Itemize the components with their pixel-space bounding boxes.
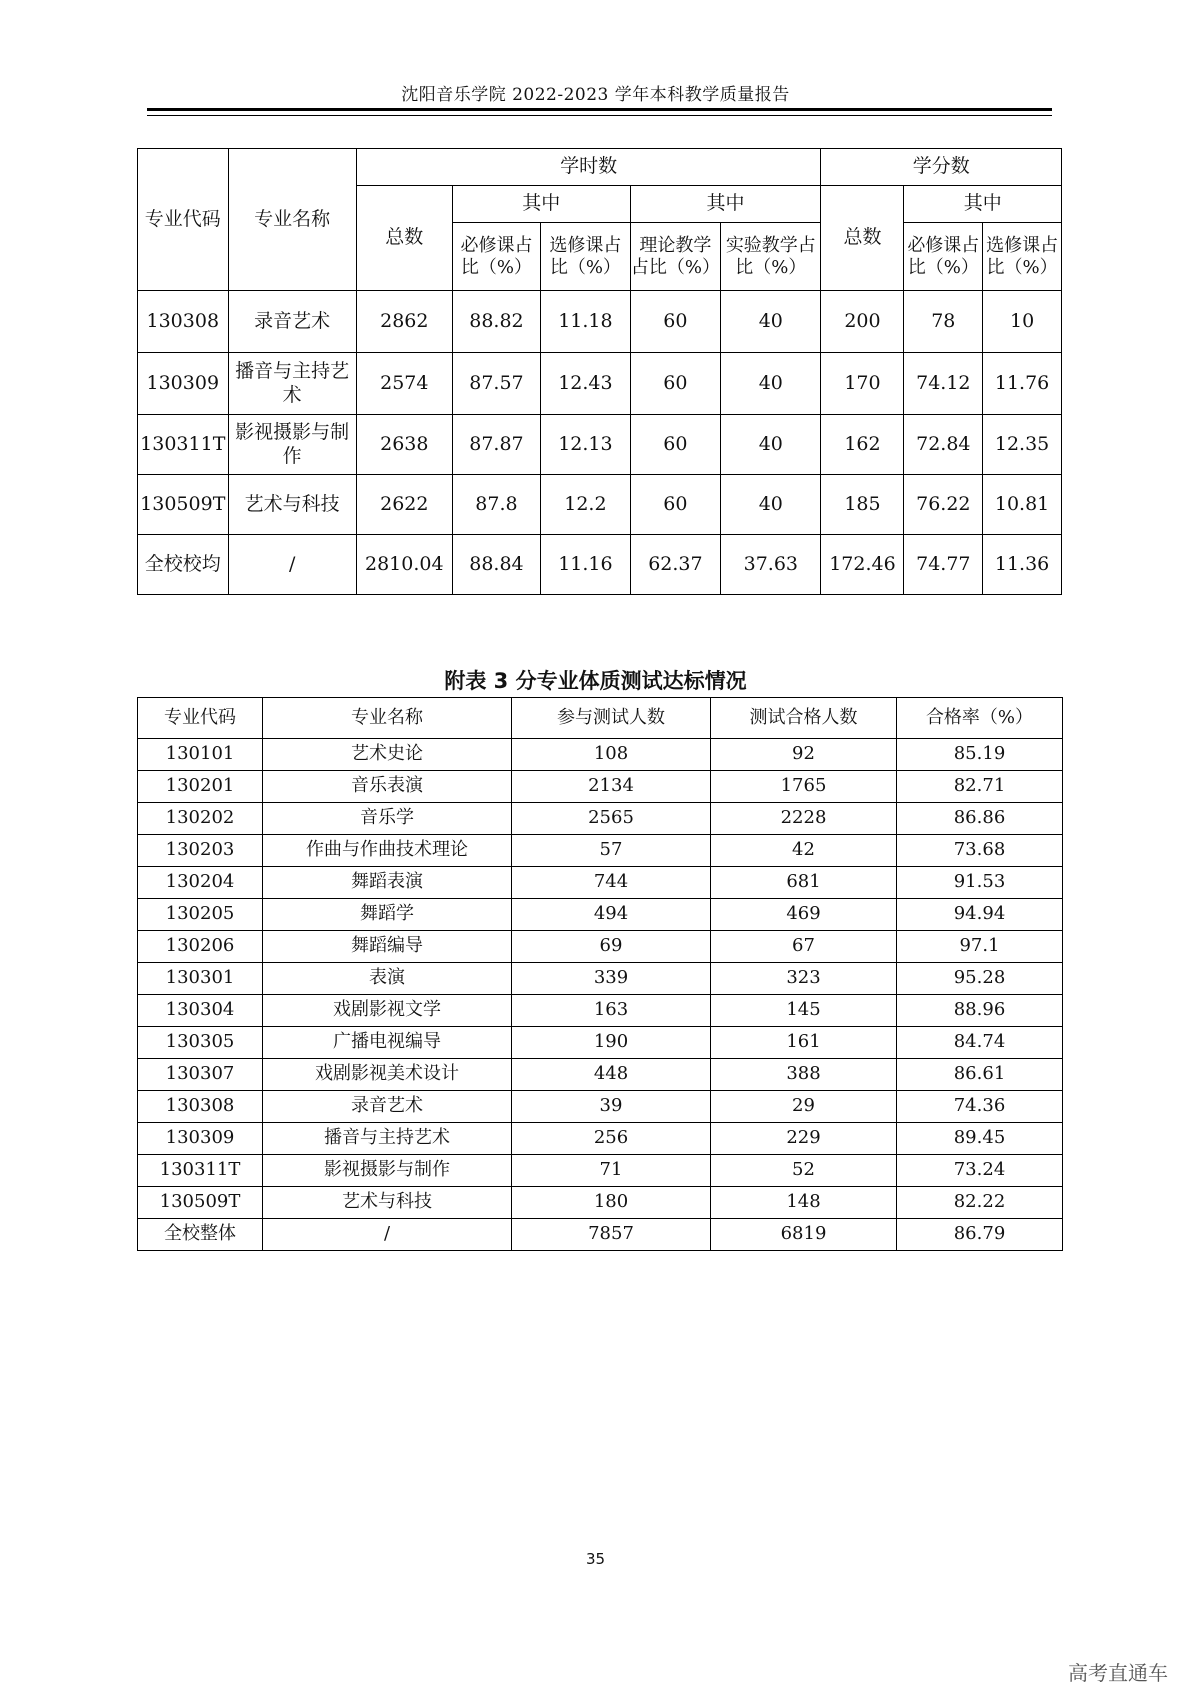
table-cell: 130311T — [138, 415, 229, 475]
table-cell: 影视摄影与制作 — [228, 415, 356, 475]
table-cell: 76.22 — [904, 475, 983, 535]
table-cell: 艺术史论 — [263, 739, 512, 771]
table-cell: 69 — [512, 931, 711, 963]
table-row — [138, 475, 1062, 535]
table-cell: 全校校均 — [138, 535, 229, 595]
table-cell: 71 — [512, 1155, 711, 1187]
table-cell: 88.96 — [897, 995, 1063, 1027]
table-cell: 86.79 — [897, 1219, 1063, 1251]
table-cell: 舞蹈编导 — [263, 931, 512, 963]
header-major-name: 专业名称 — [263, 698, 512, 739]
table-cell: 130205 — [138, 899, 263, 931]
table-cell: 播音与主持艺术 — [228, 353, 356, 415]
table-cell: 60 — [630, 415, 721, 475]
table-cell: 2134 — [512, 771, 711, 803]
table-cell: 12.43 — [541, 353, 630, 415]
table-row — [138, 291, 1062, 353]
watermark: 高考直通车 — [1068, 1661, 1168, 1685]
table-cell: 戏剧影视美术设计 — [263, 1059, 512, 1091]
table-cell: 39 — [512, 1091, 711, 1123]
table-row — [138, 1091, 1063, 1123]
fitness-test-table — [137, 697, 1063, 1251]
table-cell: 7857 — [512, 1219, 711, 1251]
table-cell: 2228 — [711, 803, 897, 835]
hours-credits-table — [137, 148, 1062, 595]
table-cell: 200 — [821, 291, 904, 353]
table-cell: 影视摄影与制作 — [263, 1155, 512, 1187]
header-elective-pct: 选修课占比（%） — [541, 223, 630, 291]
table-cell: 95.28 — [897, 963, 1063, 995]
table-cell: 84.74 — [897, 1027, 1063, 1059]
table-cell: 2862 — [356, 291, 452, 353]
table-cell: 88.84 — [452, 535, 540, 595]
table-cell: 音乐学 — [263, 803, 512, 835]
table-cell: 2574 — [356, 353, 452, 415]
table-cell: 180 — [512, 1187, 711, 1219]
table-cell: / — [263, 1219, 512, 1251]
table-cell: 86.86 — [897, 803, 1063, 835]
table-cell: 52 — [711, 1155, 897, 1187]
table-cell: 74.77 — [904, 535, 983, 595]
table-cell: / — [228, 535, 356, 595]
table-row — [138, 963, 1063, 995]
table-cell: 74.12 — [904, 353, 983, 415]
table-row — [138, 803, 1063, 835]
header-hours-total: 总数 — [356, 186, 452, 291]
table-cell: 190 — [512, 1027, 711, 1059]
table-cell: 11.16 — [541, 535, 630, 595]
table-cell: 448 — [512, 1059, 711, 1091]
table-cell: 130309 — [138, 353, 229, 415]
table-cell: 10.81 — [983, 475, 1062, 535]
table-row — [138, 1219, 1063, 1251]
header-of-which-required: 其中 — [452, 186, 630, 223]
table-cell: 92 — [711, 739, 897, 771]
table-cell: 74.36 — [897, 1091, 1063, 1123]
table-cell: 130305 — [138, 1027, 263, 1059]
table-row — [138, 931, 1063, 963]
header-code: 专业代码 — [138, 149, 229, 291]
table-cell: 82.71 — [897, 771, 1063, 803]
table-cell: 130509T — [138, 475, 229, 535]
table-cell: 广播电视编导 — [263, 1027, 512, 1059]
table-cell: 10 — [983, 291, 1062, 353]
table-cell: 11.76 — [983, 353, 1062, 415]
table-cell: 339 — [512, 963, 711, 995]
table-cell: 94.94 — [897, 899, 1063, 931]
header-participants: 参与测试人数 — [512, 698, 711, 739]
table-cell: 67 — [711, 931, 897, 963]
table-cell: 40 — [721, 475, 821, 535]
table-cell: 494 — [512, 899, 711, 931]
table-row — [138, 995, 1063, 1027]
table-cell: 130204 — [138, 867, 263, 899]
table-cell: 音乐表演 — [263, 771, 512, 803]
table-cell: 录音艺术 — [228, 291, 356, 353]
table-cell: 1765 — [711, 771, 897, 803]
table-cell: 2565 — [512, 803, 711, 835]
table-cell: 12.35 — [983, 415, 1062, 475]
table-cell: 舞蹈表演 — [263, 867, 512, 899]
table-cell: 作曲与作曲技术理论 — [263, 835, 512, 867]
table-cell: 57 — [512, 835, 711, 867]
header-theory-pct: 理论教学占比（%） — [630, 223, 721, 291]
table-cell: 323 — [711, 963, 897, 995]
table-cell: 88.82 — [452, 291, 540, 353]
table-cell: 11.36 — [983, 535, 1062, 595]
table-cell: 6819 — [711, 1219, 897, 1251]
header-lab-pct: 实验教学占比（%） — [721, 223, 821, 291]
header-credits-required-pct: 必修课占比（%） — [904, 223, 983, 291]
table-cell: 40 — [721, 415, 821, 475]
table-cell: 97.1 — [897, 931, 1063, 963]
table-cell: 2622 — [356, 475, 452, 535]
table-row — [138, 1155, 1063, 1187]
table-cell: 12.13 — [541, 415, 630, 475]
header-rule-thick — [147, 108, 1052, 111]
table-cell: 87.87 — [452, 415, 540, 475]
table-cell: 469 — [711, 899, 897, 931]
table-row — [138, 415, 1062, 475]
table-cell: 130304 — [138, 995, 263, 1027]
header-rule-thin — [147, 115, 1052, 116]
table-cell: 130206 — [138, 931, 263, 963]
table-row — [138, 1027, 1063, 1059]
header-credits-total: 总数 — [821, 186, 904, 291]
header-major-code: 专业代码 — [138, 698, 263, 739]
table-cell: 73.24 — [897, 1155, 1063, 1187]
table-cell: 130202 — [138, 803, 263, 835]
table-cell: 40 — [721, 291, 821, 353]
table-cell: 87.57 — [452, 353, 540, 415]
table-cell: 148 — [711, 1187, 897, 1219]
table-cell: 87.8 — [452, 475, 540, 535]
table-cell: 161 — [711, 1027, 897, 1059]
table-cell: 91.53 — [897, 867, 1063, 899]
table-cell: 744 — [512, 867, 711, 899]
table-cell: 2810.04 — [356, 535, 452, 595]
table-cell: 82.22 — [897, 1187, 1063, 1219]
table-cell: 62.37 — [630, 535, 721, 595]
table-cell: 185 — [821, 475, 904, 535]
table-cell: 表演 — [263, 963, 512, 995]
table-cell: 72.84 — [904, 415, 983, 475]
table-cell: 12.2 — [541, 475, 630, 535]
table-cell: 130301 — [138, 963, 263, 995]
header-credits-group: 学分数 — [821, 149, 1062, 186]
header-required-pct: 必修课占比（%） — [452, 223, 540, 291]
page-header: 沈阳音乐学院 2022-2023 学年本科教学质量报告 — [401, 85, 790, 105]
table-b-caption: 附表 3 分专业体质测试达标情况 — [444, 669, 747, 693]
table-cell: 42 — [711, 835, 897, 867]
table-cell: 艺术与科技 — [263, 1187, 512, 1219]
table-cell: 130203 — [138, 835, 263, 867]
table-row — [138, 739, 1063, 771]
table-cell: 130311T — [138, 1155, 263, 1187]
table-cell: 37.63 — [721, 535, 821, 595]
table-cell: 艺术与科技 — [228, 475, 356, 535]
table-row — [138, 867, 1063, 899]
table-cell: 388 — [711, 1059, 897, 1091]
table-cell: 86.61 — [897, 1059, 1063, 1091]
header-pass-rate: 合格率（%） — [897, 698, 1063, 739]
table-cell: 130509T — [138, 1187, 263, 1219]
table-cell: 11.18 — [541, 291, 630, 353]
table-cell: 85.19 — [897, 739, 1063, 771]
table-row — [138, 771, 1063, 803]
header-passed: 测试合格人数 — [711, 698, 897, 739]
table-cell: 全校整体 — [138, 1219, 263, 1251]
table-cell: 130101 — [138, 739, 263, 771]
table-cell: 130307 — [138, 1059, 263, 1091]
table-cell: 130309 — [138, 1123, 263, 1155]
table-cell: 40 — [721, 353, 821, 415]
table-cell: 录音艺术 — [263, 1091, 512, 1123]
table-row — [138, 1187, 1063, 1219]
table-cell: 29 — [711, 1091, 897, 1123]
header-hours-group: 学时数 — [356, 149, 821, 186]
table-cell: 170 — [821, 353, 904, 415]
table-cell: 60 — [630, 291, 721, 353]
table-row — [138, 899, 1063, 931]
table-cell: 2638 — [356, 415, 452, 475]
table-cell: 戏剧影视文学 — [263, 995, 512, 1027]
table-cell: 130308 — [138, 1091, 263, 1123]
table-cell: 89.45 — [897, 1123, 1063, 1155]
header-of-which-credits: 其中 — [904, 186, 1062, 223]
table-row — [138, 835, 1063, 867]
table-cell: 163 — [512, 995, 711, 1027]
table-cell: 229 — [711, 1123, 897, 1155]
table-cell: 舞蹈学 — [263, 899, 512, 931]
table-cell: 78 — [904, 291, 983, 353]
table-cell: 256 — [512, 1123, 711, 1155]
table-cell: 130308 — [138, 291, 229, 353]
table-row — [138, 353, 1062, 415]
header-name: 专业名称 — [228, 149, 356, 291]
table-cell: 681 — [711, 867, 897, 899]
table-cell: 73.68 — [897, 835, 1063, 867]
table-cell: 60 — [630, 475, 721, 535]
table-row — [138, 1059, 1063, 1091]
table-row — [138, 1123, 1063, 1155]
table-cell: 162 — [821, 415, 904, 475]
header-of-which-theory: 其中 — [630, 186, 821, 223]
table-cell: 145 — [711, 995, 897, 1027]
table-row — [138, 535, 1062, 595]
table-cell: 172.46 — [821, 535, 904, 595]
table-cell: 播音与主持艺术 — [263, 1123, 512, 1155]
table-cell: 130201 — [138, 771, 263, 803]
page-number: 35 — [585, 1550, 606, 1568]
header-credits-elective-pct: 选修课占比（%） — [983, 223, 1062, 291]
table-cell: 108 — [512, 739, 711, 771]
table-cell: 60 — [630, 353, 721, 415]
